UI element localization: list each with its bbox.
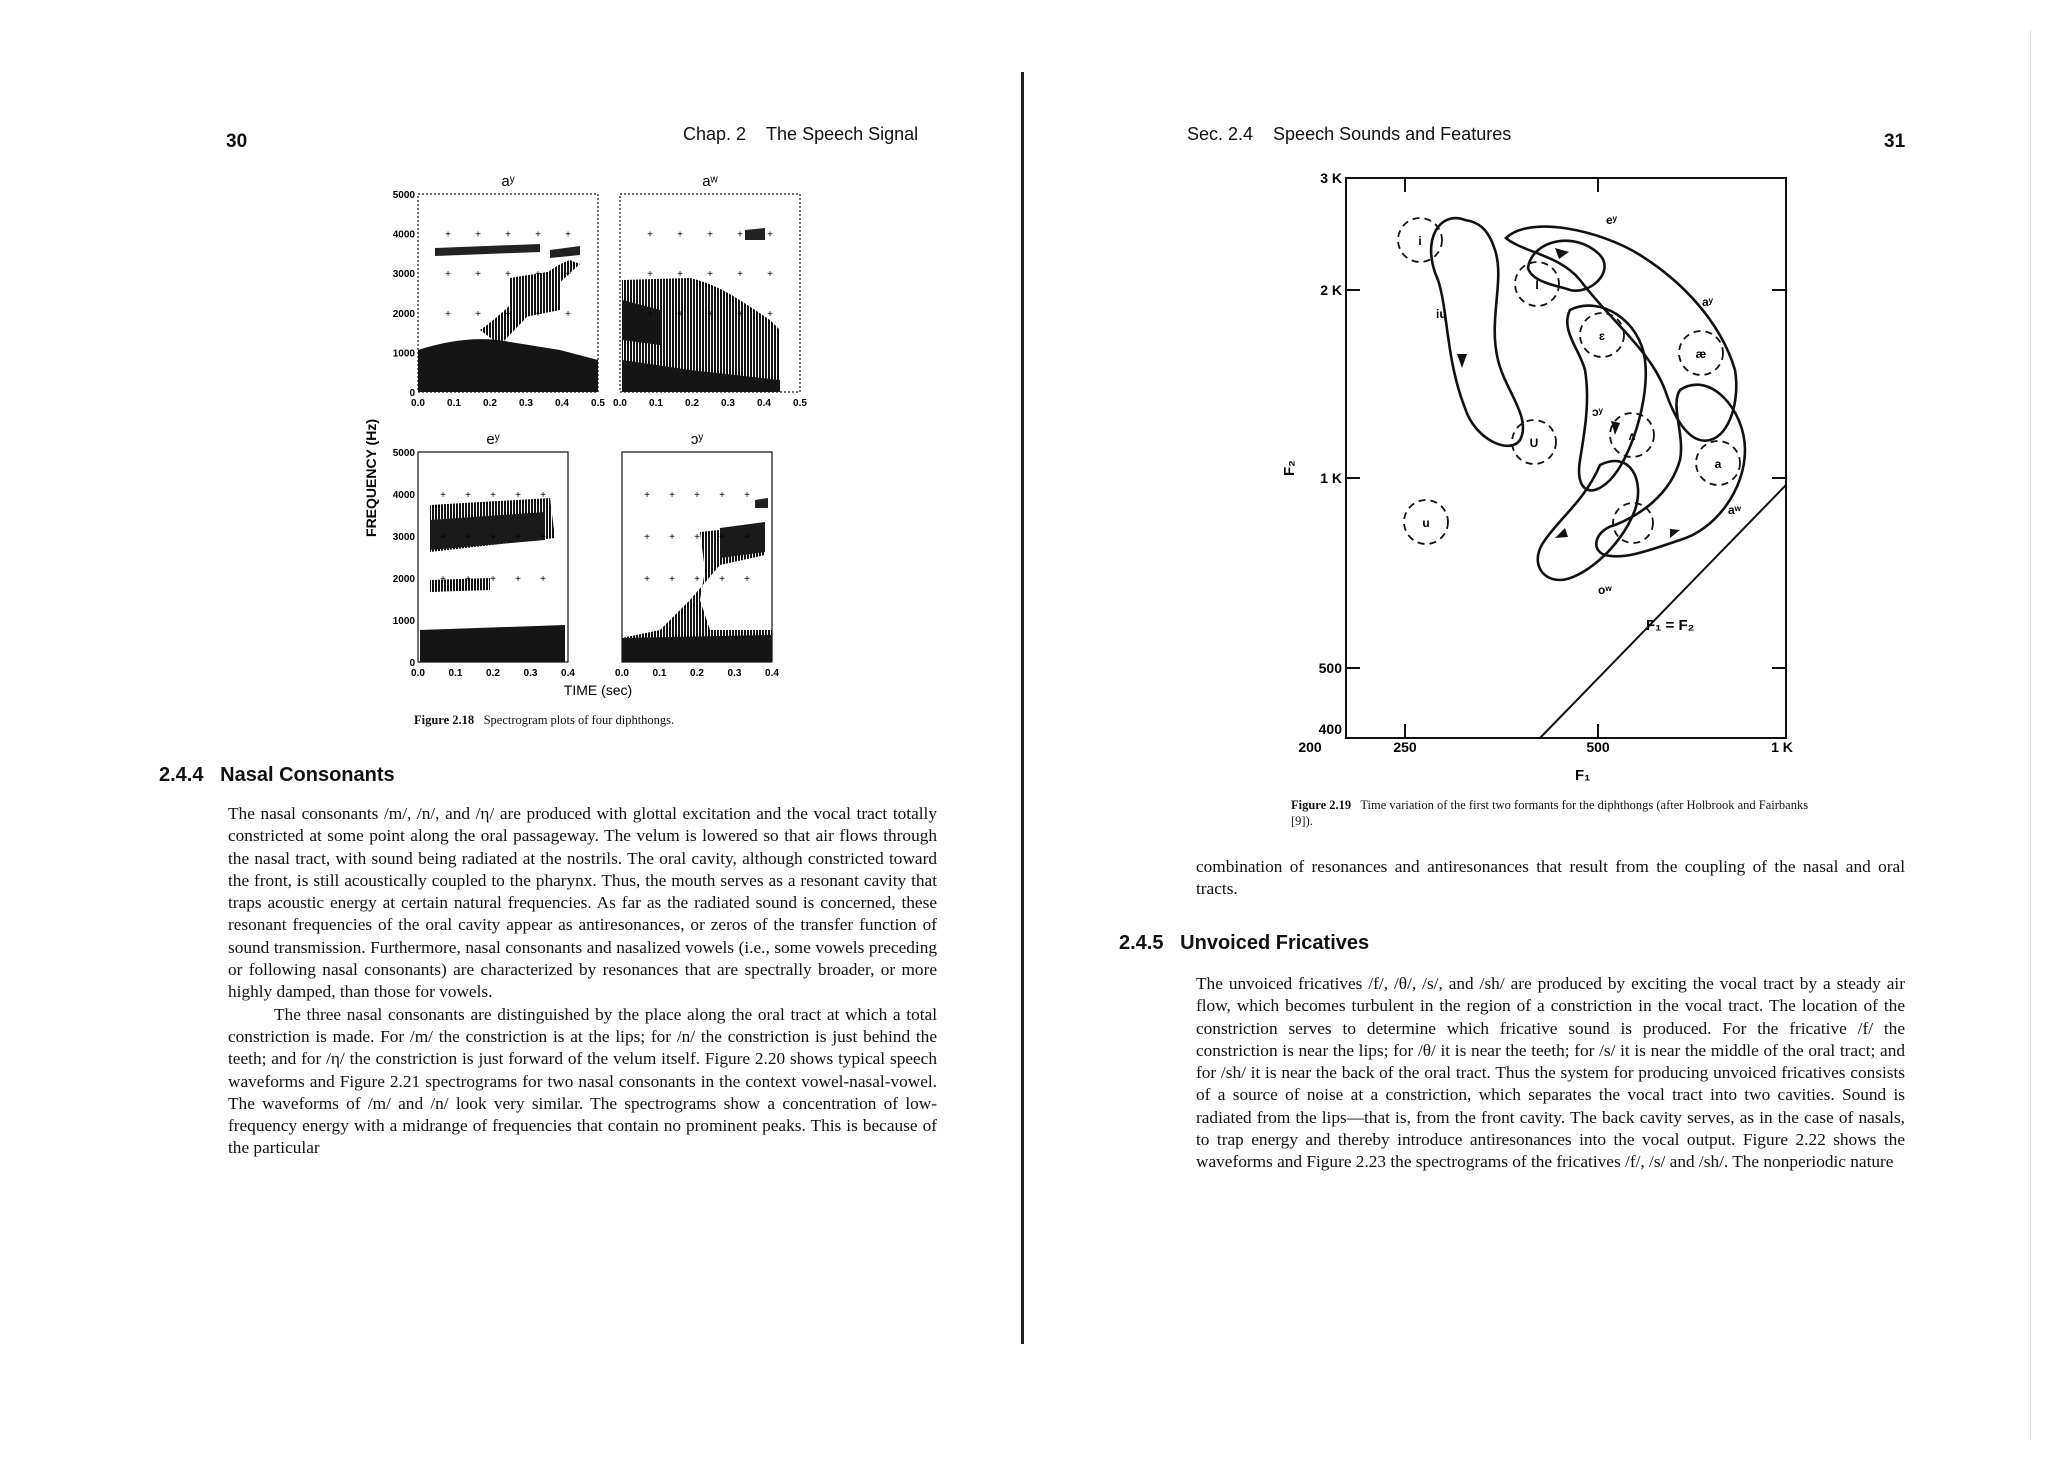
spectrogram-grid-marker: + bbox=[440, 532, 446, 543]
spectrogram-grid-marker: + bbox=[475, 229, 481, 241]
spectrogram-y-tick: 1000 bbox=[392, 348, 415, 360]
right-page-number: 31 bbox=[1884, 131, 1906, 152]
vowel-label-ae: æ bbox=[1695, 347, 1707, 361]
vowel-label-a: a bbox=[1714, 457, 1722, 471]
spectrogram-grid-marker: + bbox=[565, 229, 571, 241]
spectrogram-grid-marker: + bbox=[465, 574, 471, 585]
spectrogram-grid-marker: + bbox=[475, 269, 481, 281]
spectrogram-y-tick: 4000 bbox=[392, 490, 415, 501]
spectrogram-y-tick: 4000 bbox=[392, 229, 415, 241]
left-paragraph-1: The nasal consonants /m/, /n/, and /η/ are produced with glottal excitation and the vocal tract totally constricted at some point along the oral passageway. The velum is lowered so that air flows through the nasal tract, with sound being radiated at the nostrils. The oral cavity, although constricted toward the front, is still acoustically coupled to the pharynx. Thus, the mouth serves as a resonant cavity that traps acoustic energy at certain natural frequencies. As far as the radiated sound is concerned, these resonant frequencies of the oral cavity appear as antiresonances, or zeros of the transfer function of sound transmission. Furthermore, nasal consonants and nasalized vowels (i.e., some vowels preceding or following nasal consonants) are characterized by resonances that are spectrally broader, or more highly damped, than those for vowels. bbox=[228, 804, 937, 1002]
vowel-label-i: i bbox=[1418, 234, 1422, 248]
spectrogram-x-tick: 0.2 bbox=[483, 398, 497, 409]
spectrogram-grid-marker: + bbox=[490, 490, 496, 501]
spectrogram-y-tick: 2000 bbox=[392, 574, 415, 585]
spectrogram-grid-marker: + bbox=[767, 308, 773, 320]
left-running-head: Chap. 2 The Speech Signal bbox=[683, 124, 919, 144]
spectrogram-grid-marker: + bbox=[669, 532, 675, 543]
spectrogram-grid-marker: + bbox=[540, 490, 546, 501]
spectrogram-grid-marker: + bbox=[490, 574, 496, 585]
section-2-4-5-heading bbox=[1119, 932, 1369, 955]
spectrogram-x-tick: 0.3 bbox=[523, 668, 538, 679]
page-gutter-divider bbox=[1021, 72, 1024, 1344]
spectrogram-grid-marker: + bbox=[707, 229, 713, 241]
spectrogram-grid-marker: + bbox=[505, 269, 511, 281]
trajectory-iu bbox=[1431, 218, 1523, 446]
spectrogram-grid-marker: + bbox=[737, 229, 743, 241]
spectrogram-grid-marker: + bbox=[565, 308, 571, 320]
section-2-4-4-heading bbox=[159, 764, 395, 787]
spectrogram-grid-marker: + bbox=[515, 490, 521, 501]
f1-tick-200: 200 bbox=[1298, 739, 1322, 755]
vowel-label-U: U bbox=[1529, 436, 1539, 450]
spectrogram-grid-marker: + bbox=[647, 269, 653, 281]
spectrogram-grid-marker: + bbox=[465, 532, 471, 543]
spectrogram-grid-marker: + bbox=[515, 574, 521, 585]
spectrogram-grid-marker: + bbox=[445, 308, 451, 320]
spectrogram-grid-marker: + bbox=[505, 308, 511, 320]
spectrogram-grid-marker: + bbox=[669, 574, 675, 585]
f1-tick-500: 500 bbox=[1586, 739, 1610, 755]
spectrogram-x-tick: 0.2 bbox=[690, 668, 704, 679]
page-edge-line bbox=[2030, 30, 2031, 1440]
spectrogram-grid-marker: + bbox=[445, 269, 451, 281]
right-paragraph-1: The unvoiced fricatives /f/, /θ/, /s/, and /sh/ are produced by exciting the vocal tract by a steady air flow, which becomes turbulent in the region of a constriction in the vocal tract. The location of the constriction serves to determine which fricative sound is produced. For the fricative /f/ the constriction is near the lips; for /θ/ it is near the teeth; for /s/ it is near the middle of the oral tract; and for /sh/ it is near the back of the oral tract. Thus the system for producing unvoiced fricatives consists of a source of noise at a constriction, which separates the vocal tract into two cavities. Sound is radiated from the lips—that is, from the front cavity. The back cavity serves, as in the case of nasals, to trap energy and thereby introduce antiresonances into the vocal output. Figure 2.22 shows the waveforms and Figure 2.23 the spectrograms of the fricatives /f/, /s/ and /sh/. The nonperiodic nature bbox=[1196, 974, 1905, 1172]
spectrogram-x-tick: 0.4 bbox=[765, 668, 779, 679]
right-body-text bbox=[1196, 973, 1905, 1174]
spectrogram-x-tick: 0.4 bbox=[555, 398, 569, 409]
spectrogram-grid-marker: + bbox=[644, 532, 650, 543]
spectrogram-grid-marker: + bbox=[475, 308, 481, 320]
spectrogram-x-tick: 0.1 bbox=[447, 398, 461, 409]
section-title: Nasal Consonants bbox=[220, 764, 395, 786]
spectrogram-grid-marker: + bbox=[540, 574, 546, 585]
spectrogram-grid-marker: + bbox=[719, 490, 725, 501]
diphthong-label-aw: aʷ bbox=[1728, 503, 1741, 517]
f2-tick-400: 400 bbox=[1318, 721, 1342, 737]
spectrogram-grid-marker: + bbox=[744, 574, 750, 585]
figure-2-18-label: Figure 2.18 bbox=[414, 713, 475, 727]
spectrogram-grid-marker: + bbox=[465, 490, 471, 501]
right-running-head: Sec. 2.4 Speech Sounds and Features bbox=[1187, 124, 1512, 144]
diphthong-label-ay: aʸ bbox=[1702, 295, 1713, 309]
f1-equals-f2-line bbox=[1540, 485, 1786, 738]
diphthong-label-oy: ɔʸ bbox=[1592, 405, 1603, 419]
spectrogram-figure bbox=[360, 160, 807, 705]
spectrogram-panel-label: aʷ bbox=[702, 173, 718, 190]
trajectory-ay bbox=[1506, 227, 1736, 441]
spectrogram-x-tick: 0.1 bbox=[652, 668, 667, 679]
spectrogram-grid-marker: + bbox=[694, 490, 700, 501]
spectrogram-x-tick: 0.0 bbox=[613, 398, 627, 409]
vowel-target-circles bbox=[1398, 218, 1740, 544]
spectrogram-panel-oy bbox=[622, 452, 772, 662]
formant-figure bbox=[1270, 160, 1830, 790]
left-paragraph-2: The three nasal consonants are distinguished by the place along the oral tract at which a total constriction is made. For /m/ the constriction is at the lips; for /n/ the constriction is just behind the teeth; and for /η/ the constriction is just forward of the velum itself. Figure 2.20 shows typical speech waveforms and Figure 2.21 spectrograms for two nasal consonants in the context vowel-nasal-vowel. The waveforms of /m/ and /n/ look very similar. The spectrograms show a concentration of low-frequency energy with a midrange of frequencies that contain no prominent peaks. This is because of the particular bbox=[228, 1004, 937, 1158]
figure-2-19-label: Figure 2.19 bbox=[1291, 798, 1352, 812]
spectrogram-panel-label: eʸ bbox=[486, 431, 500, 448]
spectrogram-grid-marker: + bbox=[669, 490, 675, 501]
spectrogram-x-tick: 0.0 bbox=[411, 398, 425, 409]
spectrogram-grid-marker: + bbox=[694, 532, 700, 543]
spectrogram-panel-label: ɔʸ bbox=[690, 431, 704, 448]
f1-axis-label: F₁ bbox=[1575, 767, 1591, 784]
spectrogram-y-tick: 1000 bbox=[392, 616, 415, 627]
spectrogram-ylabel: FREQUENCY (Hz) bbox=[363, 419, 379, 537]
f2-tick-1k: 1 K bbox=[1320, 470, 1342, 486]
spectrogram-grid-marker: + bbox=[535, 269, 541, 281]
spectrogram-grid-marker: + bbox=[767, 229, 773, 241]
f1-tick-250: 250 bbox=[1393, 739, 1417, 755]
right-continuation-text bbox=[1196, 856, 1905, 901]
spectrogram-grid-marker: + bbox=[540, 532, 546, 543]
spectrogram-grid-marker: + bbox=[445, 229, 451, 241]
left-page-number: 30 bbox=[226, 131, 248, 152]
spectrogram-x-tick: 0.1 bbox=[649, 398, 663, 409]
spectrogram-grid-marker: + bbox=[644, 574, 650, 585]
vowel-label-wedge: ʌ bbox=[1628, 429, 1636, 443]
section-title: Unvoiced Fricatives bbox=[1180, 932, 1370, 954]
spectrogram-grid-marker: + bbox=[644, 490, 650, 501]
spectrogram-grid-marker: + bbox=[737, 308, 743, 320]
vowel-labels bbox=[1418, 234, 1721, 530]
spectrogram-x-tick: 0.1 bbox=[448, 668, 463, 679]
spectrogram-grid-marker: + bbox=[535, 229, 541, 241]
spectrogram-panel-ay bbox=[418, 194, 598, 392]
spectrogram-y-tick: 5000 bbox=[392, 448, 415, 459]
spectrogram-y-tick: 2000 bbox=[392, 308, 415, 320]
vowel-label-I: I bbox=[1535, 278, 1539, 292]
diphthong-trajectories bbox=[1431, 218, 1745, 580]
spectrogram-panel-label: aʸ bbox=[501, 173, 515, 190]
section-number: 2.4.5 bbox=[1119, 932, 1164, 954]
diphthong-label-ow: oʷ bbox=[1598, 583, 1612, 597]
spectrogram-x-tick: 0.4 bbox=[757, 398, 771, 409]
spectrogram-grid-marker: + bbox=[707, 269, 713, 281]
spectrogram-x-tick: 0.3 bbox=[721, 398, 735, 409]
spectrogram-x-tick: 0.0 bbox=[411, 668, 425, 679]
spectrogram-x-tick: 0.2 bbox=[685, 398, 699, 409]
spectrogram-xlabel: TIME (sec) bbox=[563, 682, 633, 698]
spectrogram-grid-marker: + bbox=[707, 308, 713, 320]
spectrogram-grid-marker: + bbox=[440, 574, 446, 585]
spectrogram-x-tick: 0.5 bbox=[793, 398, 807, 409]
spectrogram-grid-marker: + bbox=[440, 490, 446, 501]
vowel-label-u: u bbox=[1422, 516, 1430, 530]
spectrogram-grid-marker: + bbox=[767, 269, 773, 281]
f2-axis-label: F₂ bbox=[1281, 460, 1298, 476]
spectrogram-y-tick: 3000 bbox=[392, 269, 415, 281]
spectrogram-x-tick: 0.2 bbox=[486, 668, 500, 679]
spectrogram-x-tick: 0.3 bbox=[519, 398, 533, 409]
trajectory-arrows bbox=[1457, 248, 1680, 538]
figure-2-18-caption bbox=[414, 712, 674, 728]
figure-2-19-text: Time variation of the first two formants for the diphthongs (after Holbrook and Fairbanks [9]). bbox=[1291, 798, 1809, 828]
spectrogram-grid-marker: + bbox=[719, 574, 725, 585]
spectrogram-x-tick: 0.3 bbox=[727, 668, 742, 679]
spectrogram-grid-marker: + bbox=[744, 532, 750, 543]
spectrogram-grid-marker: + bbox=[565, 269, 571, 281]
spectrogram-grid-marker: + bbox=[647, 229, 653, 241]
spectrogram-y-tick: 0 bbox=[409, 658, 415, 669]
right-continuation-paragraph: combination of resonances and antiresonances that result from the coupling of the nasal and oral tracts. bbox=[1196, 857, 1905, 899]
figure-2-18-text: Spectrogram plots of four diphthongs. bbox=[483, 713, 675, 727]
f2-tick-3k: 3 K bbox=[1320, 170, 1342, 186]
spectrogram-grid-marker: + bbox=[505, 229, 511, 241]
spectrogram-panel-aw bbox=[620, 194, 800, 392]
diphthong-label-iu: iɥ bbox=[1436, 307, 1447, 321]
spectrogram-grid-marker: + bbox=[490, 532, 496, 543]
spectrogram-grid-marker: + bbox=[744, 490, 750, 501]
section-number: 2.4.4 bbox=[159, 764, 204, 786]
figure-2-19-caption bbox=[1291, 797, 1831, 829]
diphthong-labels bbox=[1436, 213, 1742, 597]
spectrogram-x-tick: 0.5 bbox=[591, 398, 605, 409]
spectrogram-panel-ey bbox=[418, 452, 568, 662]
spectrogram-grid-marker: + bbox=[535, 308, 541, 320]
f1-tick-1k: 1 K bbox=[1771, 739, 1793, 755]
vowel-label-eh: ɛ bbox=[1599, 329, 1605, 343]
f2-tick-2k: 2 K bbox=[1320, 282, 1342, 298]
spectrogram-grid-marker: + bbox=[647, 308, 653, 320]
spectrogram-grid-marker: + bbox=[677, 269, 683, 281]
spectrogram-grid-marker: + bbox=[515, 532, 521, 543]
spectrogram-grid-marker: + bbox=[719, 532, 725, 543]
spectrogram-grid-marker: + bbox=[677, 308, 683, 320]
trajectory-ey bbox=[1528, 241, 1605, 291]
f2-tick-500: 500 bbox=[1318, 660, 1342, 676]
spectrogram-y-tick: 5000 bbox=[392, 190, 415, 201]
diphthong-label-ey: eʸ bbox=[1606, 213, 1617, 227]
f1-equals-f2-label: F₁ = F₂ bbox=[1646, 617, 1695, 634]
spectrogram-grid-marker: + bbox=[737, 269, 743, 281]
spectrogram-x-tick: 0.4 bbox=[561, 668, 575, 679]
spectrogram-grid-marker: + bbox=[677, 229, 683, 241]
spectrogram-y-tick: 3000 bbox=[392, 532, 415, 543]
spectrogram-x-tick: 0.0 bbox=[615, 668, 629, 679]
left-body-text bbox=[228, 803, 937, 1160]
spectrogram-grid-marker: + bbox=[694, 574, 700, 585]
spectrogram-y-tick: 0 bbox=[409, 388, 415, 399]
